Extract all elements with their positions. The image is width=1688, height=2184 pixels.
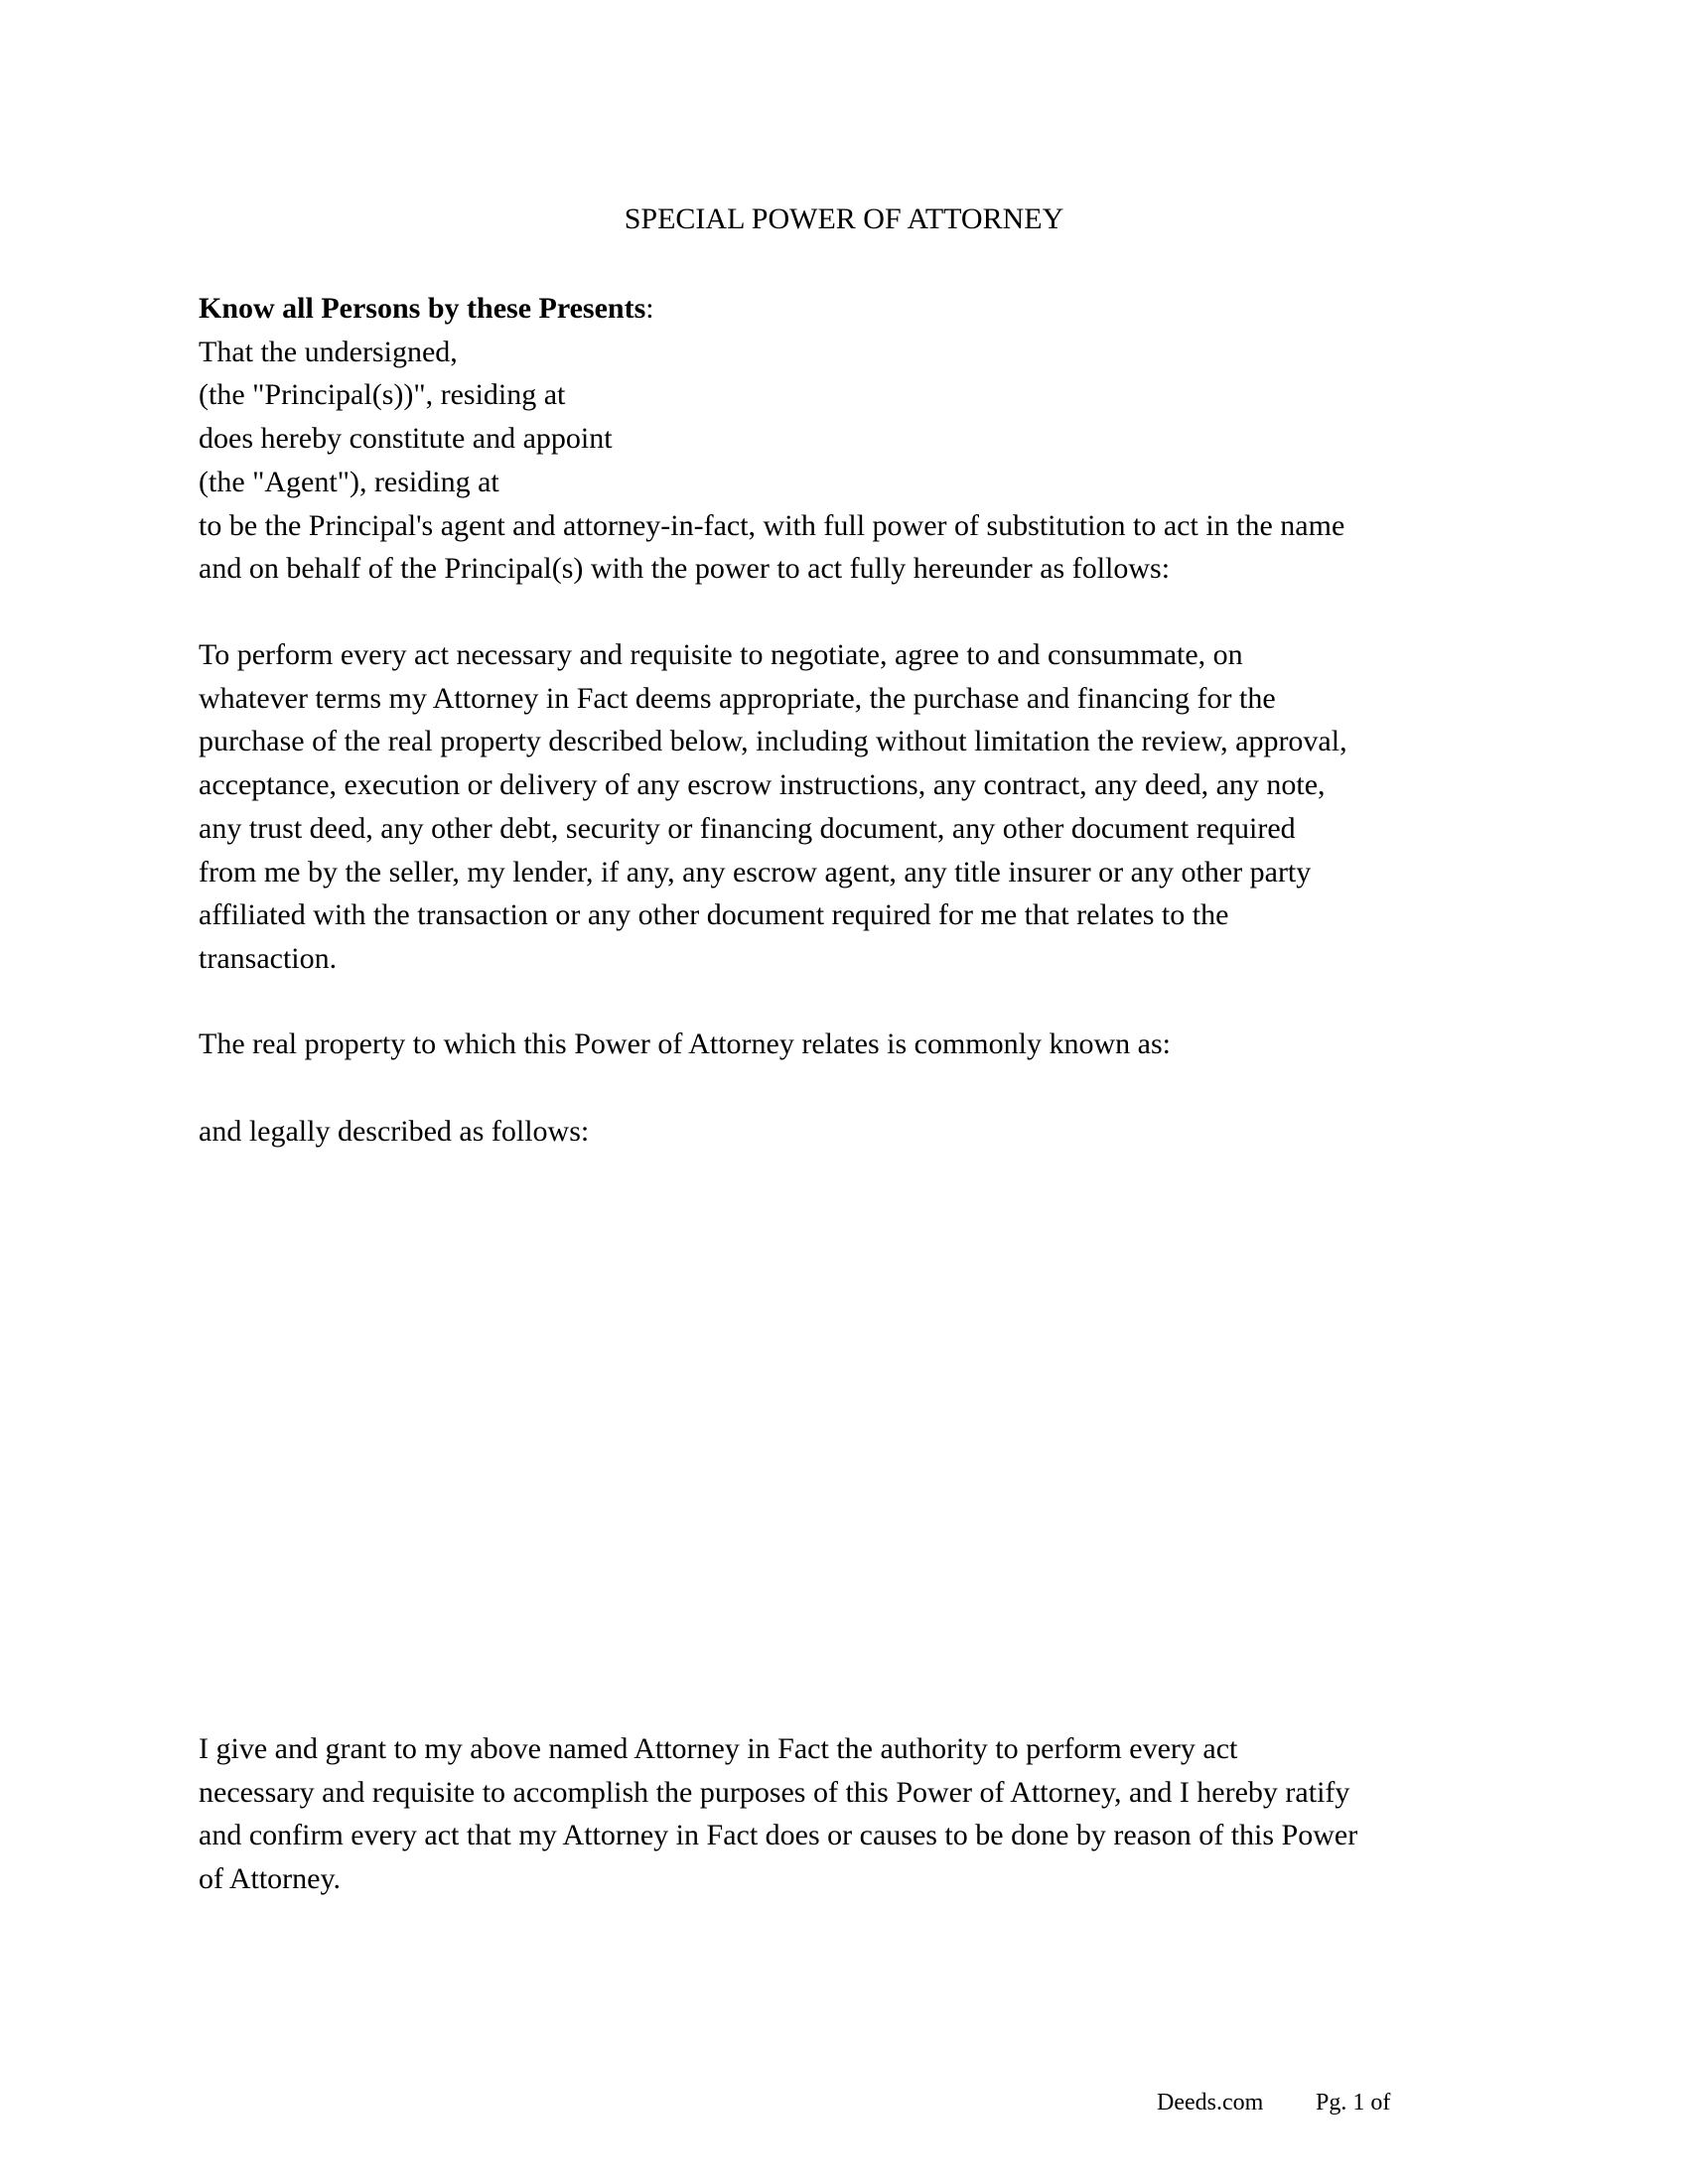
intro-heading-line xyxy=(199,287,1509,331)
powers-line: affiliated with the transaction or any other document required for me that relates to the xyxy=(199,898,1229,932)
powers-line: from me by the seller, my lender, if any, any escrow agent, any title insurer or any other party xyxy=(199,855,1312,888)
powers-line: whatever terms my Attorney in Fact deems appropriate, the purchase and financing for the xyxy=(199,681,1276,715)
grant-line: and confirm every act that my Attorney in Fact does or causes to be done by reason of this Power xyxy=(199,1819,1358,1852)
footer-page-number: Pg. 1 of xyxy=(1316,2090,1391,2116)
footer-site: Deeds.com xyxy=(1157,2090,1264,2116)
intro-heading: Know all Persons by these Presents xyxy=(199,292,646,325)
intro-line-appoint: does hereby constitute and appoint xyxy=(199,422,613,456)
legal-description-block xyxy=(199,1110,1509,1154)
property-known-as: The real property to which this Power of Attorney relates is commonly known as: xyxy=(199,1027,1171,1060)
powers-line: To perform every act necessary and requisite to negotiate, agree to and consummate, on xyxy=(199,638,1243,671)
intro-line-attorney-in-fact: to be the Principal's agent and attorney-in-fact, with full power of substitution to act in the name xyxy=(199,508,1345,542)
powers-line: acceptance, execution or delivery of any escrow instructions, any contract, any deed, any note, xyxy=(199,768,1326,802)
powers-line: purchase of the real property described below, including without limitation the review, approval, xyxy=(199,725,1347,758)
grant-line: of Attorney. xyxy=(199,1862,342,1896)
powers-paragraph xyxy=(199,633,1509,981)
powers-line: any trust deed, any other debt, security or financing document, any other document required xyxy=(199,811,1296,845)
intro-line-undersigned: That the undersigned, xyxy=(199,335,458,368)
intro-line-principal: (the "Principal(s))", residing at xyxy=(199,378,566,412)
grant-paragraph xyxy=(199,1727,1509,1901)
intro-heading-colon: : xyxy=(645,292,654,325)
intro-block xyxy=(199,287,1509,591)
intro-line-agent: (the "Agent"), residing at xyxy=(199,465,499,498)
legal-description-label: and legally described as follows: xyxy=(199,1115,590,1148)
intro-line-on-behalf: and on behalf of the Principal(s) with the power to act fully hereunder as follows: xyxy=(199,552,1171,586)
property-known-as-block xyxy=(199,1023,1509,1066)
document-title: SPECIAL POWER OF ATTORNEY xyxy=(624,203,1064,235)
grant-line: necessary and requisite to accomplish the purposes of this Power of Attorney, and I hereby ratify xyxy=(199,1775,1350,1809)
powers-line: transaction. xyxy=(199,941,338,975)
grant-line: I give and grant to my above named Attorney in Fact the authority to perform every act xyxy=(199,1732,1238,1765)
